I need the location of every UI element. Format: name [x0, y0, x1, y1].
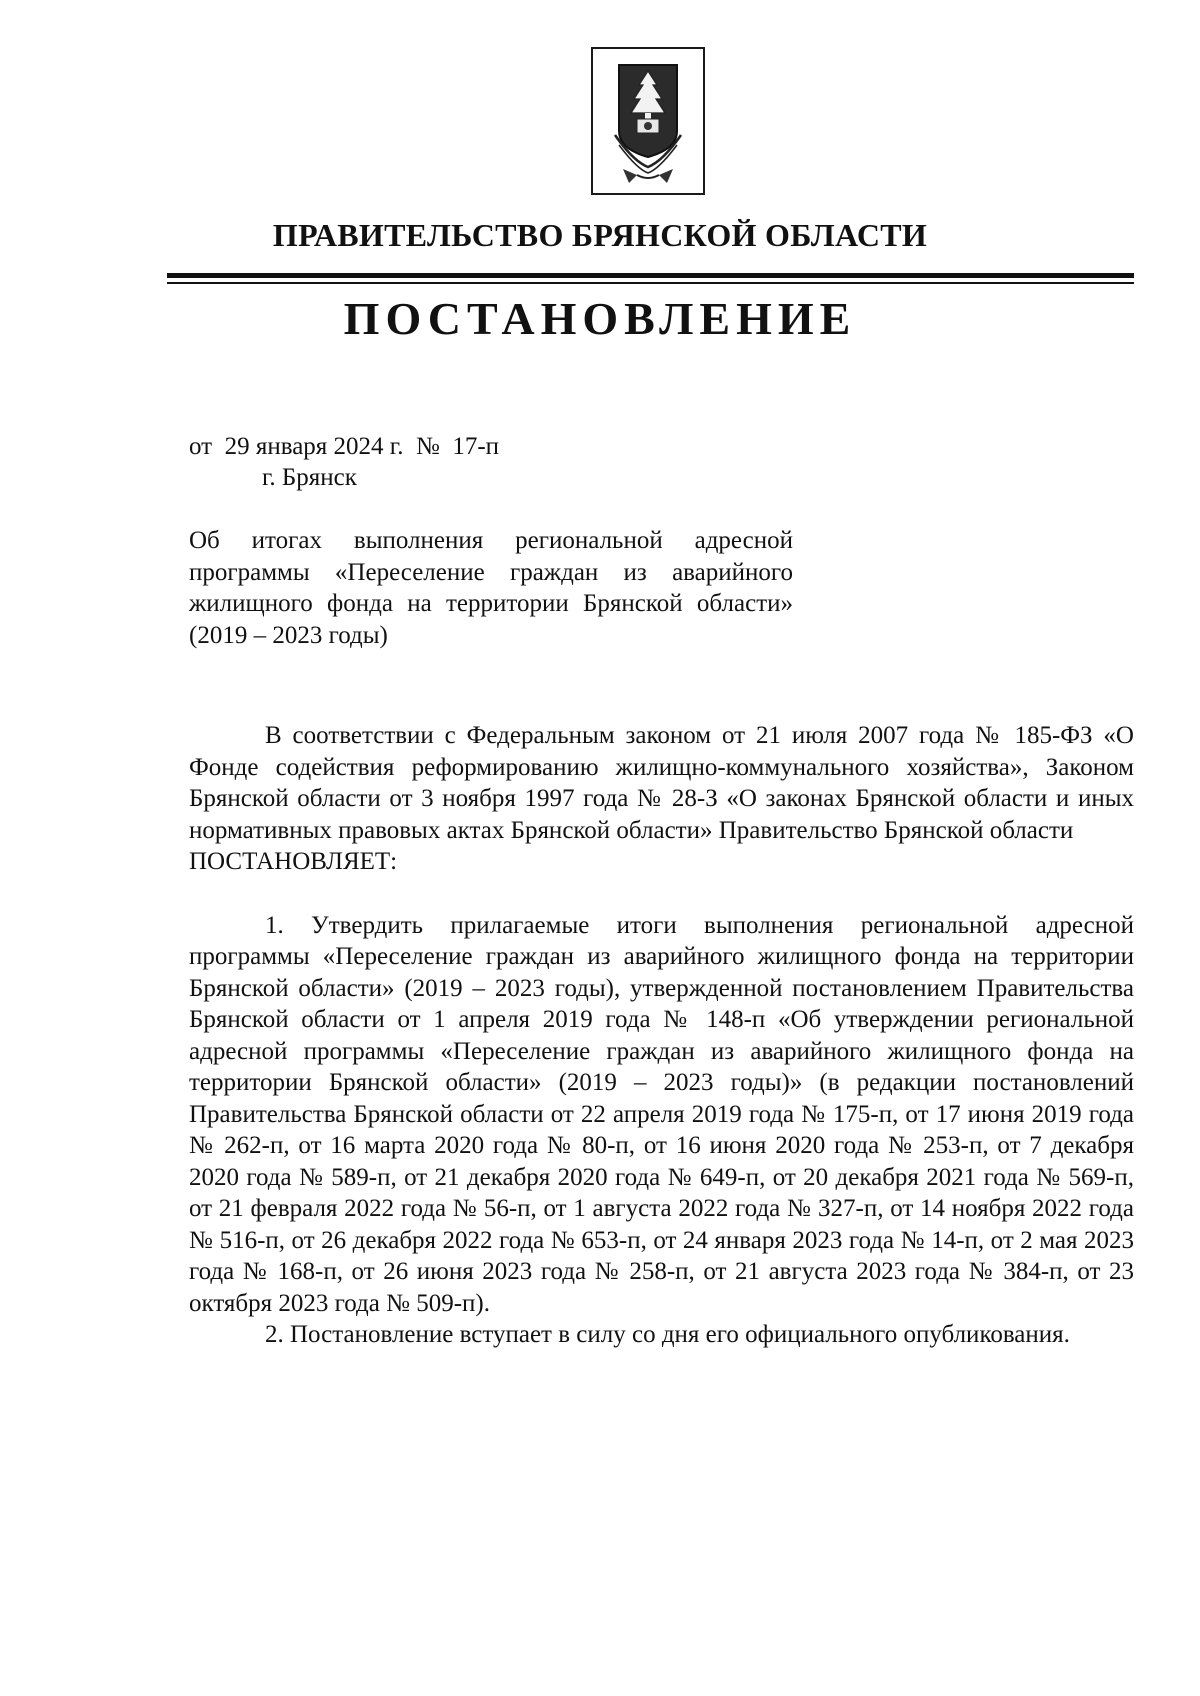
document-city: г. Брянск — [262, 464, 357, 491]
date-number-text: от 29 января 2024 г. № 17-п — [189, 433, 500, 460]
document-date-number — [189, 432, 499, 462]
item-1-paragraph: 1. Утвердить прилагаемые итоги выполнения региональной адресной программы «Переселение граждан из аварийного жилищного фонда на территории Брянской области» (2019 – 2023 годы), утвержденной постановлением Правительства Брянской области от 1 апреля 2019 года № 148-п «Об утверждении региональной адресной программы «Переселение граждан из аварийного жилищного фонда на территории Брянской области» (2019 – 2023 годы)» (в редакции постановлений Правительства Брянской области от 22 апреля 2019 года № 175-п, от 17 июня 2019 года № 262-п, от 16 марта 2020 года № 80-п, от 16 июня 2020 года № 253-п, от 7 декабря 2020 года № 589-п, от 21 декабря 2020 года № 649-п, от 20 декабря 2021 года № 569-п, от 21 февраля 2022 года № 56-п, от 1 августа 2022 года № 327-п, от 14 ноября 2022 года № 516-п, от 26 декабря 2022 года № 653-п, от 24 января 2023 года № 14-п, от 2 мая 2023 года № 168-п, от 26 июня 2023 года № 258-п, от 21 августа 2023 года № 384-п, от 23 октября 2023 года № 509-п). — [189, 911, 1134, 1317]
government-title: ПРАВИТЕЛЬСТВО БРЯНСКОЙ ОБЛАСТИ — [272, 217, 928, 253]
header-rule-thick — [167, 273, 1134, 278]
coat-of-arms-drawing — [593, 49, 703, 193]
preamble-paragraph: В соответствии с Федеральным законом от 21 июля 2007 года № 185-ФЗ «О Фонде содействия реформированию жилищно-коммунального хозяйства», Законом Брянской области от 3 ноября 1997 года № 28-З «О законах Брянской области и иных нормативных правовых актах Брянской области» Правительство Брянской области — [189, 722, 1134, 844]
header-rule-thin — [167, 282, 1134, 284]
document-body — [189, 720, 1134, 1351]
item-2-paragraph: 2. Постановление вступает в силу со дня его официального опубликования. — [265, 1321, 1070, 1348]
document-type-title: ПОСТАНОВЛЕНИЕ — [343, 293, 857, 344]
paragraph-gap — [189, 878, 1134, 910]
coat-of-arms-icon — [591, 47, 705, 195]
decree-word: ПОСТАНОВЛЯЕТ: — [189, 848, 398, 875]
document-subject: Об итогах выполнения региональной адресной программы «Переселение граждан из аварийного жилищного фонда на территории Брянской области» (2019 – 2023 годы) — [189, 527, 793, 649]
